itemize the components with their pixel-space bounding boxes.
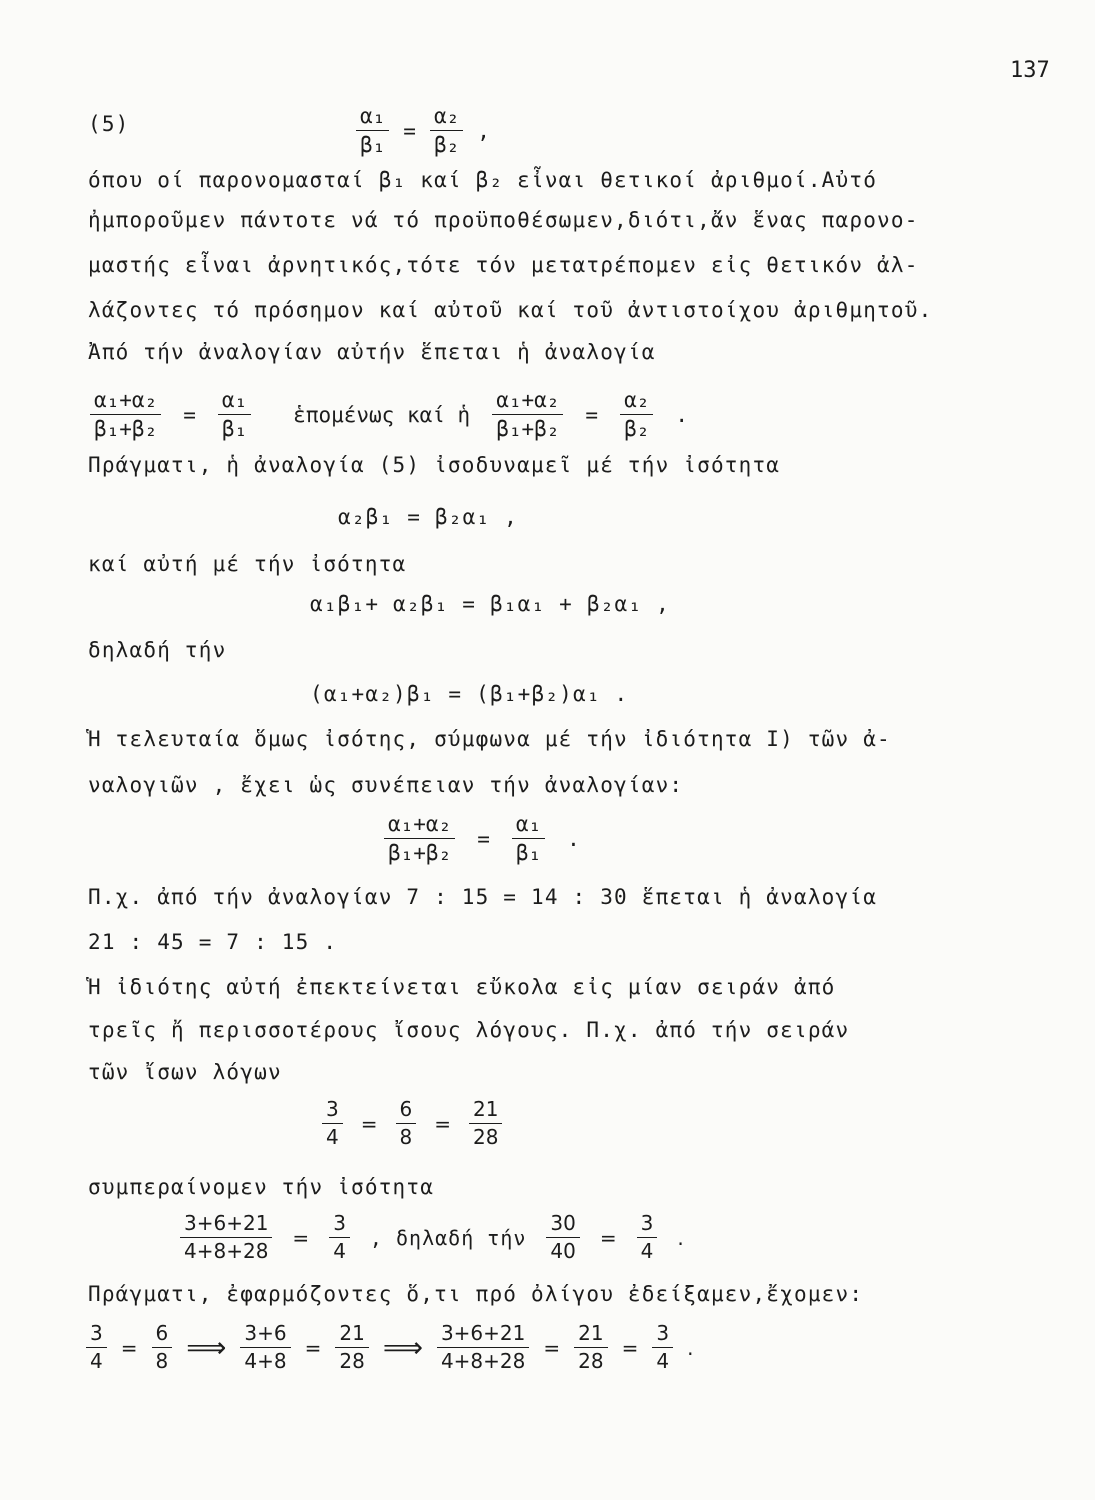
denominator: 28 [578, 1349, 604, 1373]
numerator: 21 [574, 1322, 607, 1348]
equation-5b: (α₁+α₂)β₁ = (β₁+β₂)α₁ . [310, 682, 629, 706]
numerator: α₂ [430, 104, 463, 131]
denominator: β₂ [624, 417, 650, 442]
text-line: τρεῖς ἤ περισσοτέρους ἴσους λόγους. Π.χ. ἀπό τήν σειράν [88, 1018, 850, 1042]
period: . [677, 1225, 684, 1250]
fraction [430, 104, 463, 157]
fraction [396, 1098, 417, 1149]
equals-sign: = [304, 1335, 322, 1360]
fraction [322, 1098, 343, 1149]
text-line: Ἡ ἰδιότης αὐτή ἐπεκτείνεται εὔκολα εἰς μίαν σειράν ἀπό [88, 975, 836, 999]
equation-7 [322, 1098, 502, 1149]
text-line: Ἀπό τήν ἀναλογίαν αὐτήν ἕπεται ἡ ἀναλογία [88, 340, 656, 364]
denominator: 28 [339, 1349, 365, 1373]
text-line: Πράγματι, ἡ ἀναλογία (5) ἰσοδυναμεῖ μέ τήν ἰσότητα [88, 453, 781, 477]
fraction [637, 1212, 658, 1263]
numerator: 6 [396, 1098, 417, 1124]
numerator: 3 [329, 1212, 350, 1238]
fraction [152, 1322, 173, 1373]
denominator: 4 [333, 1239, 346, 1263]
denominator: β₂ [433, 133, 460, 158]
fraction [335, 1322, 368, 1373]
period: . [567, 826, 580, 851]
numerator: 6 [152, 1322, 173, 1348]
fraction [90, 388, 161, 441]
denominator: β₁ [221, 417, 248, 442]
denominator: 4+8+28 [440, 1349, 526, 1373]
denominator: 4 [656, 1349, 670, 1373]
text-line: λάζοντες τό πρόσημον καί αὐτοῦ καί τοῦ ἀντιστοίχου ἀριθμητοῦ. [88, 298, 933, 322]
text-line: Π.χ. ἀπό τήν ἀναλογίαν 7 : 15 = 14 : 30 ἕπεται ἡ ἀναλογία [88, 885, 878, 909]
equals-sign: = [477, 826, 490, 851]
text-line: δηλαδή τήν [88, 638, 227, 662]
implies-arrow: ⟹ [382, 1331, 423, 1364]
fraction [546, 1212, 579, 1263]
numerator: 3+6 [240, 1322, 290, 1348]
period: . [687, 1335, 694, 1360]
equation-8 [180, 1212, 684, 1263]
denominator: 4 [326, 1125, 339, 1149]
comma: , [477, 118, 490, 143]
text-line: Ἡ τελευταία ὅμως ἰσότης, σύμφωνα μέ τήν ἰδιότητα I) τῶν ἀ- [88, 727, 891, 751]
text-line: όπου οί παρονομασταί β₁ καί β₂ εἶναι θετικοί ἀριθμοί.Αὐτό [88, 168, 878, 192]
equals-sign: = [183, 402, 196, 427]
numerator: 21 [469, 1098, 502, 1124]
fraction [218, 388, 251, 441]
text-line: ναλογιῶν , ἔχει ὡς συνέπειαν τήν ἀναλογίαν: [88, 773, 684, 797]
page-number: 137 [1010, 58, 1050, 83]
numerator: 3+6+21 [437, 1322, 529, 1348]
text-line: καί αὐτή μέ τήν ἰσότητα [88, 552, 407, 576]
denominator: β₁+β₂ [94, 417, 158, 442]
equals-sign: = [292, 1225, 310, 1250]
numerator: α₁ [356, 104, 389, 131]
fraction [437, 1322, 529, 1373]
equation-9 [86, 1322, 693, 1373]
period: . [675, 402, 689, 427]
equals-sign: = [599, 1225, 617, 1250]
numerator: 30 [546, 1212, 579, 1238]
denominator: 40 [550, 1239, 576, 1263]
implies-arrow: ⟹ [186, 1331, 227, 1364]
text-line: μαστής εἶναι ἀρνητικός,τότε τόν μετατρέπομεν εἰς θετικόν ἀλ- [88, 253, 919, 277]
equals-sign: = [543, 1335, 561, 1360]
text-line: συμπεραίνομεν τήν ἰσότητα [88, 1175, 435, 1199]
fraction [86, 1322, 107, 1373]
fraction [512, 812, 545, 865]
equation-label: (5) [88, 112, 130, 136]
text-line: Πράγματι, ἐφαρμόζοντες ὅ,τι πρό ὀλίγου ἐδείξαμεν,ἔχομεν: [88, 1282, 864, 1306]
numerator: α₁+α₂ [492, 388, 563, 415]
numerator: 3 [652, 1322, 673, 1348]
fraction [652, 1322, 673, 1373]
fraction [240, 1322, 290, 1373]
equals-sign: = [621, 1335, 639, 1360]
numerator: 3 [322, 1098, 343, 1124]
fraction [384, 812, 455, 865]
denominator: 8 [155, 1349, 169, 1373]
numerator: α₁ [218, 388, 251, 415]
fraction [356, 104, 389, 157]
denominator: 8 [399, 1125, 413, 1149]
denominator: β₁ [515, 841, 542, 866]
fraction [574, 1322, 607, 1373]
equation-6 [384, 812, 580, 865]
numerator: α₁+α₂ [90, 388, 161, 415]
text-line: τῶν ἴσων λόγων [88, 1060, 282, 1084]
text-line: 21 : 45 = 7 : 15 . [88, 930, 338, 954]
numerator: α₂ [620, 388, 653, 415]
denominator: β₁+β₂ [388, 841, 452, 866]
fraction [492, 388, 563, 441]
numerator: 3 [86, 1322, 107, 1348]
equation-4: α₁β₁+ α₂β₁ = β₁α₁ + β₂α₁ , [310, 592, 670, 616]
fraction [469, 1098, 502, 1149]
equation-2 [90, 388, 688, 441]
numerator: 3 [637, 1212, 658, 1238]
connecting-text: ἑπομένως καί ἡ [293, 402, 471, 427]
denominator: β₁ [360, 133, 386, 158]
fraction [180, 1212, 272, 1263]
numerator: α₁+α₂ [384, 812, 455, 839]
equals-sign: = [360, 1111, 378, 1136]
equation-3: α₂β₁ = β₂α₁ , [338, 505, 518, 529]
connecting-text: , δηλαδή τήν [369, 1225, 527, 1250]
denominator: β₁+β₂ [496, 417, 560, 442]
denominator: 4+8+28 [184, 1239, 269, 1263]
text-line: ἠμποροῦμεν πάντοτε νά τό προϋποθέσωμεν,διότι,ἄν ἕνας παρονο- [88, 208, 919, 232]
numerator: α₁ [512, 812, 545, 839]
denominator: 4 [90, 1349, 103, 1373]
numerator: 21 [335, 1322, 368, 1348]
denominator: 28 [473, 1125, 499, 1149]
equals-sign: = [585, 402, 599, 427]
equals-sign: = [120, 1335, 138, 1360]
denominator: 4 [640, 1239, 654, 1263]
equals-sign: = [403, 118, 416, 143]
equals-sign: = [434, 1111, 451, 1136]
numerator: 3+6+21 [180, 1212, 272, 1238]
fraction [329, 1212, 350, 1263]
equation-5 [356, 104, 490, 157]
fraction [620, 388, 653, 441]
denominator: 4+8 [244, 1349, 287, 1373]
